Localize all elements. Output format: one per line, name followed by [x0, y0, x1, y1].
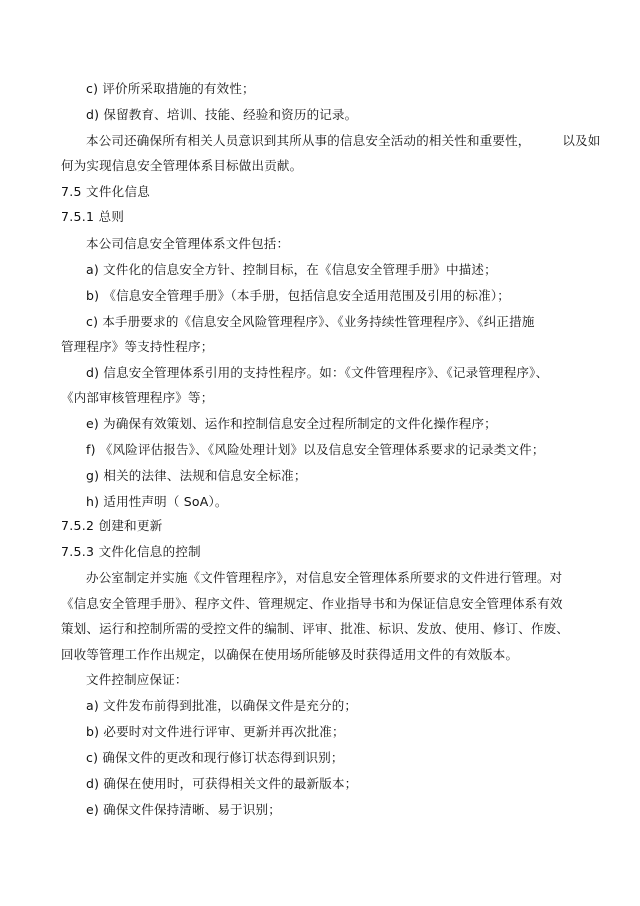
list-item-d-latest: d) 确保在使用时，可获得相关文件的最新版本； [86, 776, 358, 791]
paragraph-awareness-line1: 本公司还确保所有相关人员意识到其所从事的信息安全活动的相关性和重要性， 以及如 [86, 133, 601, 148]
paragraph-control-ensure: 文件控制应保证： [86, 672, 188, 687]
section-heading-7-5-3: 7.5.3 文件化信息的控制 [61, 544, 201, 559]
list-item-g-laws: g) 相关的法律、法规和信息安全标准； [86, 468, 307, 483]
section-heading-7-5-1: 7.5.1 总则 [61, 209, 125, 224]
paragraph-control-line3: 策划、运行和控制所需的受控文件的编制、评审、批准、标识、发放、使用、修订、作废、 [61, 621, 570, 636]
paragraph-system-docs: 本公司信息安全管理体系文件包括： [86, 236, 290, 251]
list-item-c-procedures-line2: 管理程序》等支持性程序； [61, 339, 214, 354]
list-item-e-legible: e) 确保文件保持清晰、易于识别； [86, 802, 281, 817]
paragraph-control-line4: 回收等管理工作作出规定，以确保在使用场所能够及时获得适用文件的有效版本。 [61, 647, 519, 662]
paragraph-awareness-line2: 何为实现信息安全管理体系目标做出贡献。 [61, 158, 303, 173]
list-item-a-policy: a) 文件化的信息安全方针、控制目标，在《信息安全管理手册》中描述； [86, 262, 497, 277]
section-heading-7-5: 7.5 文件化信息 [61, 184, 151, 199]
list-item-b-review: b) 必要时对文件进行评审、更新并再次批准； [86, 724, 345, 739]
list-item-h-soa: h) 适用性声明（ SoA）。 [86, 494, 228, 509]
list-item-d-supporting-line1: d) 信息安全管理体系引用的支持性程序。如：《文件管理程序》、《记录管理程序》、 [86, 365, 549, 380]
list-item-c-revision: c) 确保文件的更改和现行修订状态得到识别； [86, 750, 344, 765]
paragraph-control-line2: 《信息安全管理手册》、程序文件、管理规定、作业指导书和为保证信息安全管理体系有效 [61, 596, 563, 611]
list-item-c-procedures-line1: c) 本手册要求的《信息安全风险管理程序》、《业务持续性管理程序》、《纠正措施 [86, 314, 535, 329]
list-item-e-operating: e) 为确保有效策划、运作和控制信息安全过程所制定的文件化操作程序； [86, 416, 497, 431]
list-item-a-approval: a) 文件发布前得到批准，以确保文件是充分的； [86, 698, 358, 713]
list-item-d-records: d) 保留教育、培训、技能、经验和资历的记录。 [86, 107, 358, 122]
paragraph-control-line1: 办公室制定并实施《文件管理程序》，对信息安全管理体系所要求的文件进行管理。对 [86, 570, 563, 585]
section-heading-7-5-2: 7.5.2 创建和更新 [61, 518, 163, 533]
list-item-b-manual: b) 《信息安全管理手册》（本手册，包括信息安全适用范围及引用的标准）； [86, 288, 510, 303]
list-item-f-reports: f) 《风险评估报告》、《风险处理计划》以及信息安全管理体系要求的记录类文件； [86, 442, 545, 457]
list-item-c-evaluate: c) 评价所采取措施的有效性； [86, 81, 255, 96]
list-item-d-supporting-line2: 《内部审核管理程序》等； [61, 390, 214, 405]
